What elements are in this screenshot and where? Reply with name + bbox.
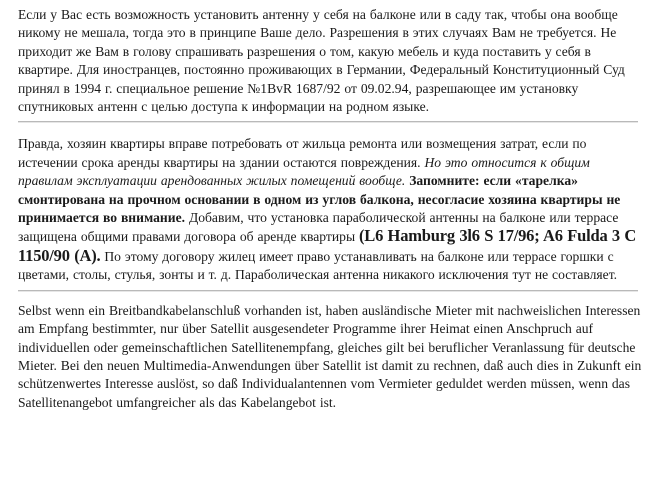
paragraph-landlord-bold-warning: Запомните: если «тарелка» смонтирована на прочном основании в одном из углов балкона, несогласие хозяина квартиры не принимается во внимание. bbox=[18, 173, 621, 226]
paragraph-landlord-outro: По этому договору жилец имеет право устанавливать на балконе или террасе горшки с цветами, столы, стулья, зонты и т. д. Параболическая антенна никакого исключения тут не составляет. bbox=[18, 248, 618, 283]
court-reference: (L6 Hamburg 3l6 S 17/96; A6 Fulda 3 C 1150/90 (A). bbox=[18, 226, 637, 265]
paragraph-antenna-rights: Если у Вас есть возможность установить антенну у себя на балконе или в саду так, чтобы она вообще никому не мешала, тогда это в принципе Ваше дело. Разрешения в этих случаях Вам не требуется. Не приходит же Вам в голову спрашивать разрешения о том, какую мебель и куда поставить у себя в квартире. Для иностранцев, постоянно проживающих в Германии, Федеральный Конституционный Суд принял в 1994 г. специальное решение №1BvR 1687/92 от 09.02.94, разрешающее им установку спутниковых антенн с целью доступа к информации на родном языке. bbox=[18, 7, 625, 115]
paragraph-landlord-middle: Добавим, что установка параболической антенны на балконе или террасе защищена общими правами договора об аренде квартиры bbox=[18, 210, 619, 245]
document-page bbox=[18, 0, 646, 412]
paragraph-landlord-repairs bbox=[18, 135, 646, 284]
divider-2 bbox=[18, 290, 638, 292]
paragraph-landlord-intro: Правда, хозяин квартиры вправе потребовать от жильца ремонта или возмещения затрат, если по истечении срока аренды квартиры на здании остаются повреждения. bbox=[18, 136, 587, 170]
divider-1 bbox=[18, 121, 638, 123]
paragraph-german-text: Selbst wenn ein Breitbandkabelanschluß vorhanden ist, haben ausländische Mieter mit nachweislichen Interessen am Empfang bestimmter, nur über Satellit ausgesendeter Programme ihrer Heimat einen Anschpruch auf individuellen oder gemeinschaftlichen Satellitenempfang, gleiches gilt bei beruflicher Veranlassung für deutsche Mieter. Bei den neuen Multimedia-Anwendungen über Satellit ist damit zu rechnen, daß auch dies in Zukunft ein schützenwertes Interesse auslöst, so daß Individualantennen vom Vermieter geduldet werden müssen, wenn das Satellitenangebot umfangreicher als das Kabelangebot ist. bbox=[18, 302, 642, 410]
paragraph-landlord-italic-note: Но это относится к общим правилам эксплуатации арендованных жилых помещений вообще. bbox=[18, 154, 590, 189]
